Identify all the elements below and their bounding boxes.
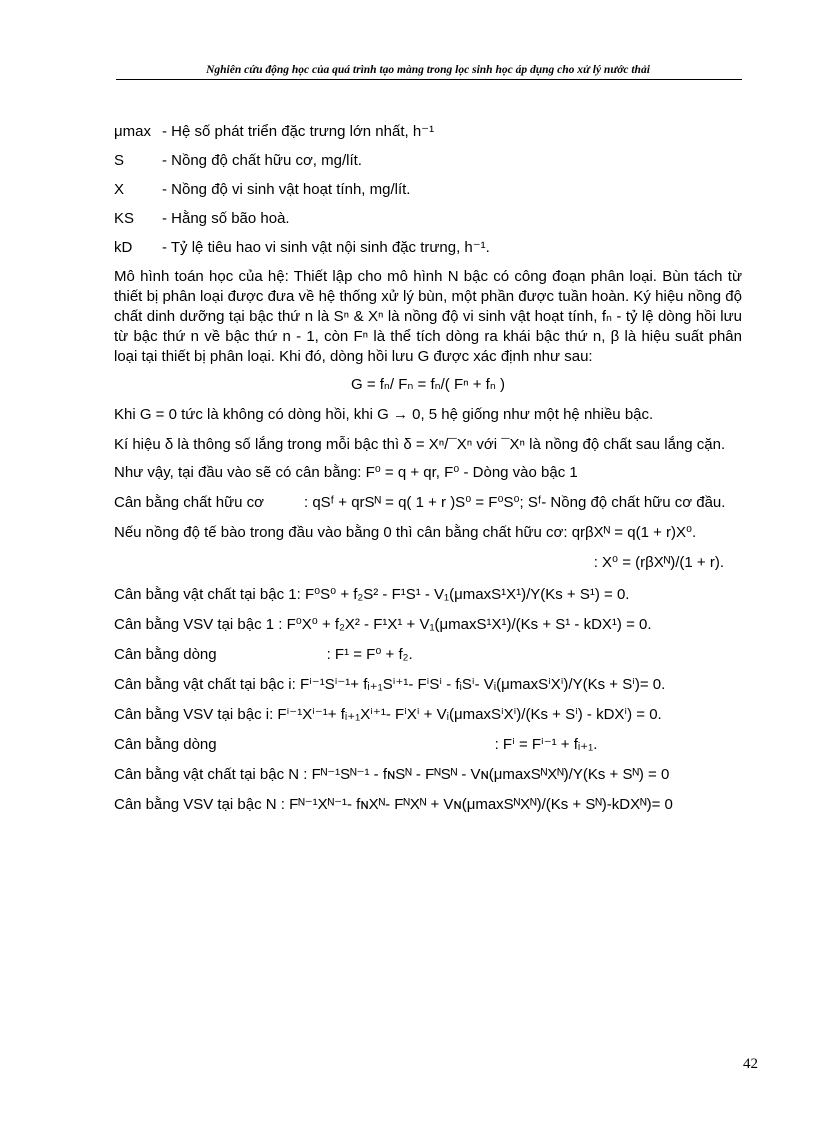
organic-label: Cân bằng chất hữu cơ <box>114 494 264 511</box>
mass-balance-stage-n: Cân bằng vật chất tại bậc N : Fᴺ⁻¹Sᴺ⁻¹ - fɴSᴺ - FᴺSᴺ - Vɴ(μmaxSᴺXᴺ)/Y(Ks + Sᴺ) = 0 <box>114 766 670 783</box>
mass-balance-stage-1: Cân bằng vật chất tại bậc 1: F⁰S⁰ + f₂S² - F¹S¹ - V₁(μmaxS¹X¹)/Y(Ks + S¹) = 0. <box>114 586 630 603</box>
note-g: Khi G = 0 tức là không có dòng hồi, khi G → 0, 5 hệ giống như một hệ nhiều bậc. <box>114 406 654 423</box>
definition-text: - Nồng độ vi sinh vật hoạt tính, mg/lít. <box>162 181 411 198</box>
vsv-balance-stage-n: Cân bằng VSV tại bậc N : Fᴺ⁻¹Xᴺ⁻¹- fɴXᴺ- FᴺXᴺ + Vɴ(μmaxSᴺXᴺ)/(Ks + Sᴺ)-kDXᴺ)= 0 <box>114 796 673 813</box>
running-header: Nghiên cứu động học của quá trình tạo màng trong lọc sinh học áp dụng cho xử lý nước thải <box>206 64 650 76</box>
definition-symbol: μmax <box>114 123 151 140</box>
definition-text: - Tỷ lệ tiêu hao vi sinh vật nội sinh đặc trưng, h⁻¹. <box>162 239 490 256</box>
x0-formula: : X⁰ = (rβXᴺ)/(1 + r). <box>593 554 724 571</box>
settling-paragraph: Kí hiệu δ là thông số lắng trong mỗi bậc thì δ = Xⁿ/¯Xⁿ với ¯Xⁿ là nồng độ chất sau lắng cặn. <box>114 436 726 453</box>
definition-text: - Nồng độ chất hữu cơ, mg/lít. <box>162 152 362 169</box>
definition-text: - Hệ số phát triển đặc trưng lớn nhất, h⁻¹ <box>162 123 435 140</box>
zero-cell-line: Nếu nồng độ tế bào trong đầu vào bằng 0 thì cân bằng chất hữu cơ: qrβXᴺ = q(1 + r)X⁰. <box>114 524 697 541</box>
flow-formula: : F¹ = F⁰ + f₂. <box>326 646 413 663</box>
definition-symbol: KS <box>114 210 135 227</box>
definition-kd <box>114 238 742 258</box>
definition-text: - Hằng số bão hoà. <box>162 210 290 227</box>
model-paragraph: Mô hình toán học của hệ: Thiết lập cho mô hình N bậc có công đoạn phân loại. Bùn tách từ thiết bị phân loại được đưa về hệ thống xử lý bùn, một phần được tuần hoàn. Ký hiệu nồng độ chất dinh dưỡng tại bậc thứ n là Sⁿ & Xⁿ là nồng độ vi sinh vật hoạt tính, fₙ - tỷ lệ dòng hồi lưu từ bậc thứ n về bậc thứ n - 1, còn Fⁿ là thể tích dòng ra khái bậc thứ n, β là hiệu suất phân loại tại thiết bị phân loại. Khi đó, dòng hồi lưu G được xác định như sau: <box>114 268 742 365</box>
definition-symbol: kD <box>114 239 133 256</box>
flow-balance-stage-1 <box>114 645 742 665</box>
definition-ks <box>114 209 742 229</box>
definition-mumax <box>114 122 742 142</box>
formula-g: G = fₙ/ Fₙ = fₙ/( Fⁿ + fₙ ) <box>351 376 505 393</box>
definition-s <box>114 151 742 171</box>
page-number: 42 <box>743 1056 758 1072</box>
mass-balance-stage-i: Cân bằng vật chất tại bậc i: Fⁱ⁻¹Sⁱ⁻¹+ fᵢ₊₁Sⁱ⁺¹- FⁱSⁱ - fᵢSⁱ- Vᵢ(μmaxSⁱXⁱ)/Y(Ks + Sⁱ)= 0. <box>114 676 666 693</box>
organic-formula: : qSᶠ + qrSᴺ = q( 1 + r )S⁰ = F⁰S⁰; Sᶠ- Nồng độ chất hữu cơ đầu. <box>303 494 726 511</box>
flow-label: Cân bằng dòng <box>114 646 217 663</box>
flow-formula: : Fⁱ = Fⁱ⁻¹ + fᵢ₊₁. <box>494 736 598 753</box>
page-body <box>114 122 742 825</box>
header-rule <box>116 79 742 80</box>
flow-label: Cân bằng dòng <box>114 736 217 753</box>
inflow-balance: Như vậy, tại đầu vào sẽ có cân bằng: F⁰ = q + qr, F⁰ - Dòng vào bậc 1 <box>114 464 578 481</box>
definition-symbol: S <box>114 152 125 169</box>
vsv-balance-stage-i: Cân bằng VSV tại bậc i: Fⁱ⁻¹Xⁱ⁻¹+ fᵢ₊₁Xⁱ⁺¹- FⁱXⁱ + Vᵢ(μmaxSⁱXⁱ)/(Ks + Sⁱ) - kDXⁱ) = 0. <box>114 706 662 723</box>
definition-symbol: X <box>114 181 125 198</box>
definition-x <box>114 180 742 200</box>
vsv-balance-stage-1: Cân bằng VSV tại bậc 1 : F⁰X⁰ + f₂X² - F¹X¹ + V₁(μmaxS¹X¹)/(Ks + S¹ - kDX¹) = 0. <box>114 616 652 633</box>
organic-balance-line <box>114 493 742 513</box>
flow-balance-stage-i <box>114 735 742 755</box>
